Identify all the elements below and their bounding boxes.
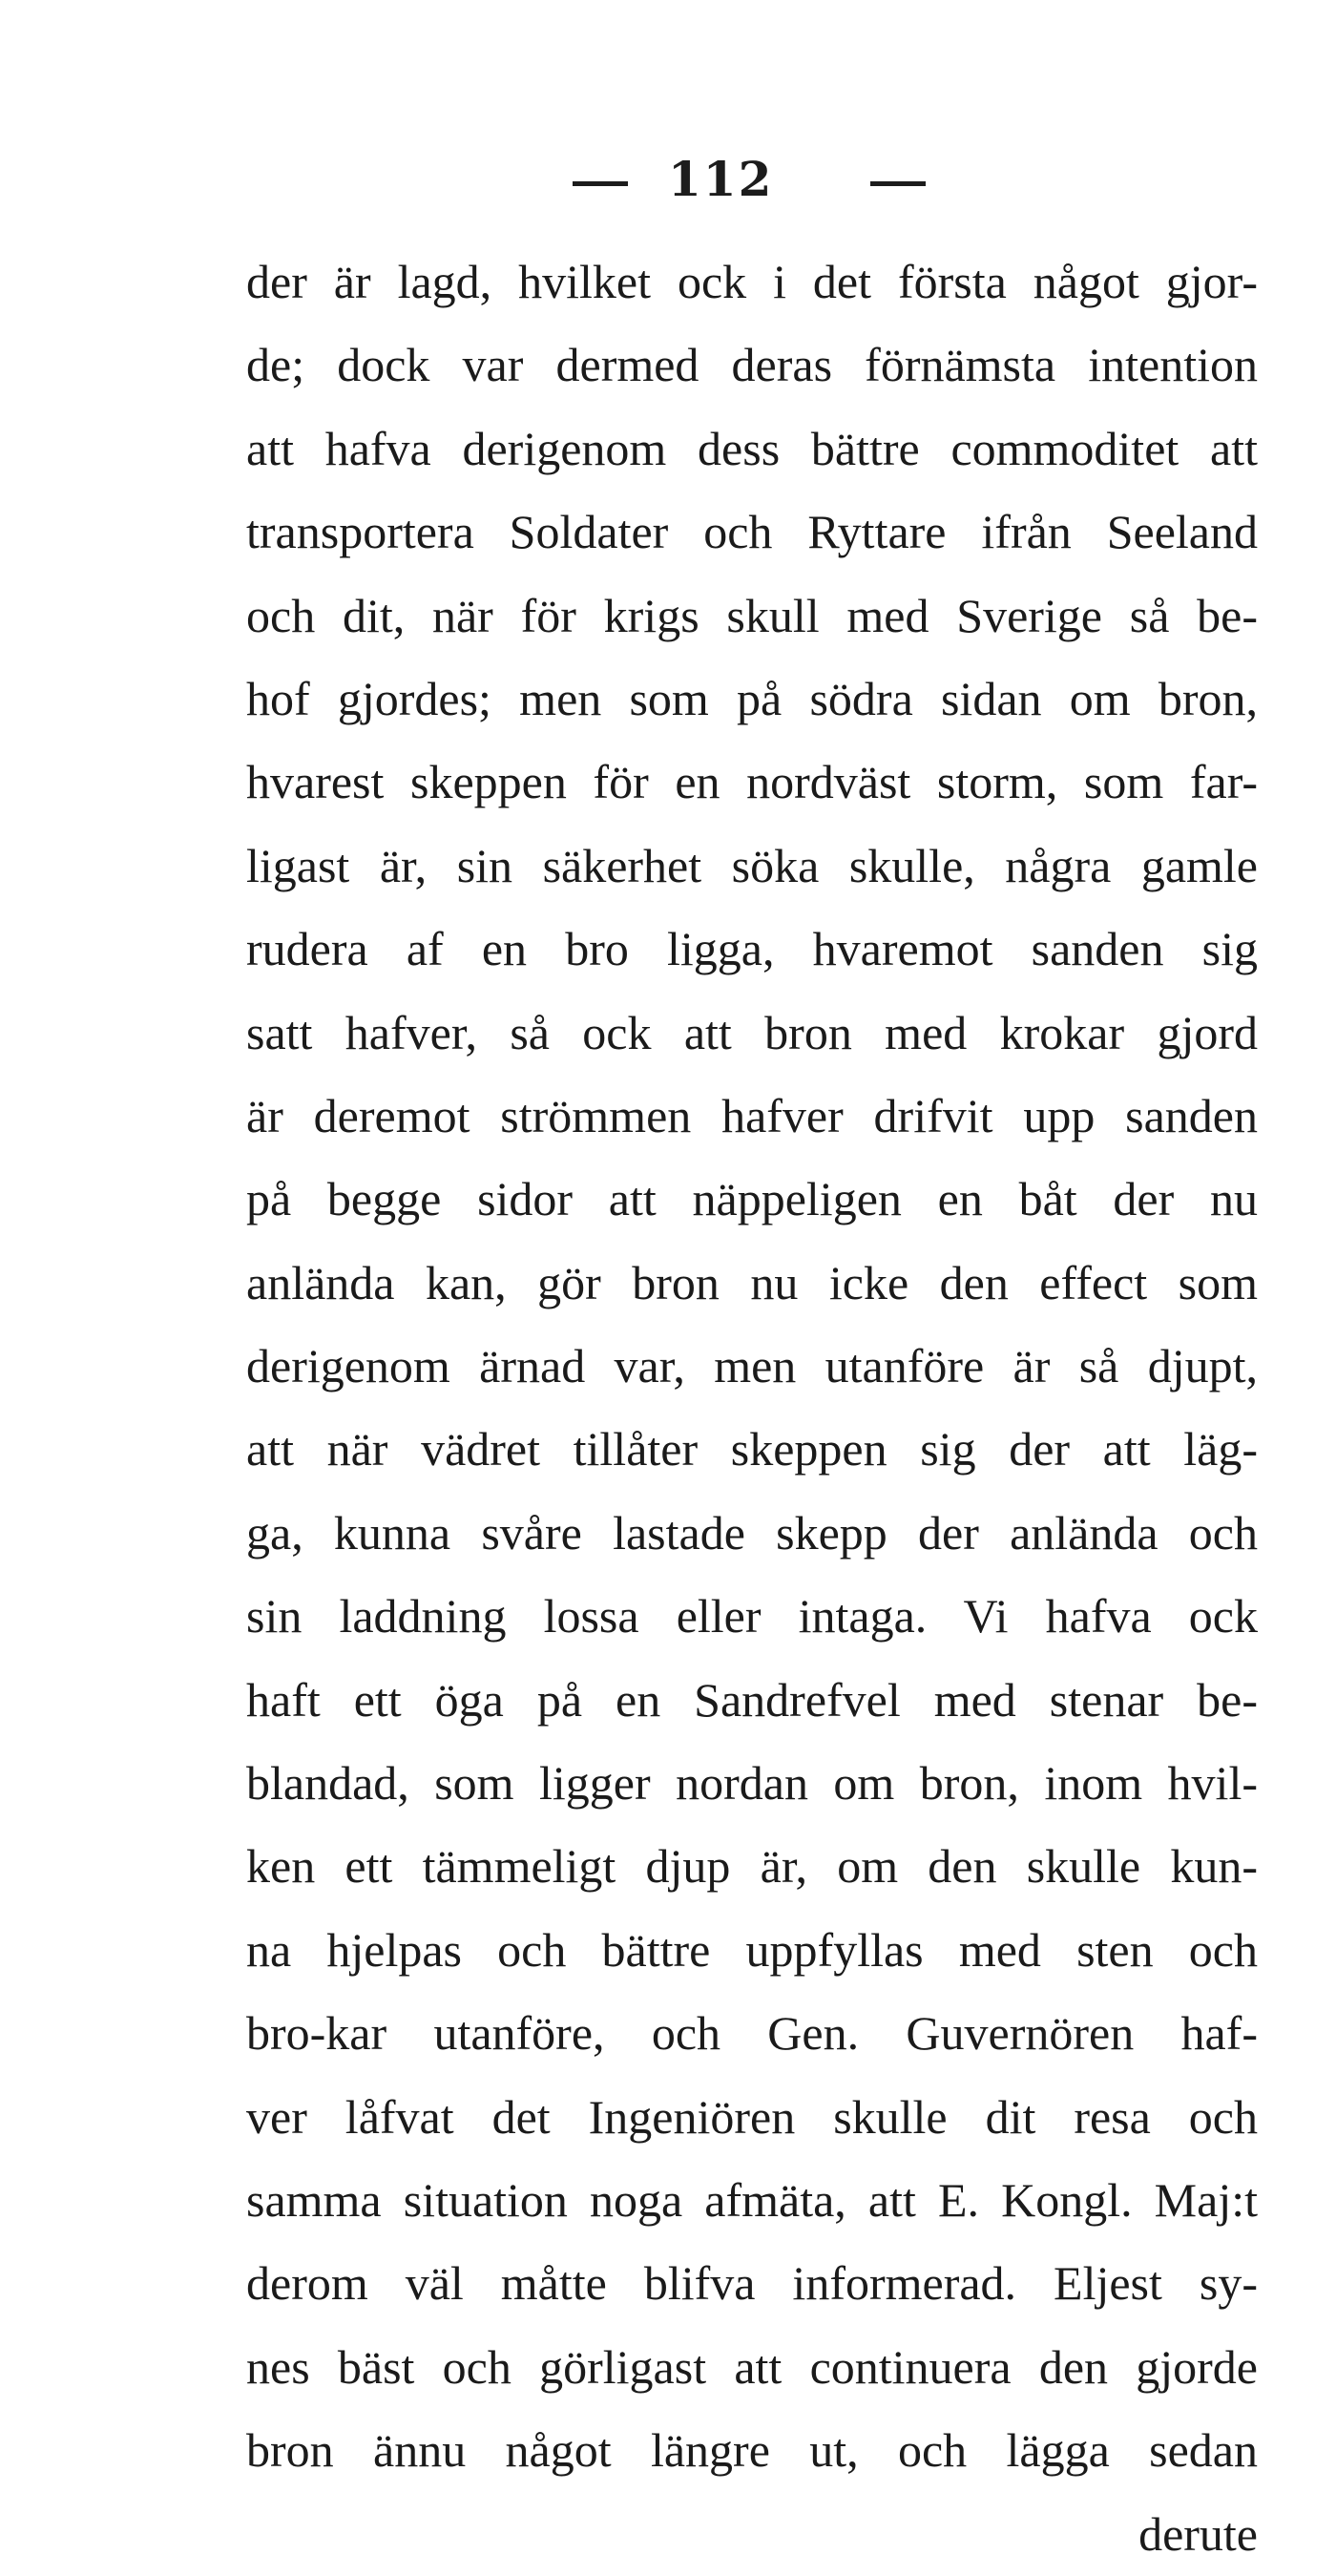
- text-line: hvarest skeppen för en nordväst storm, som far-: [246, 755, 1258, 809]
- text-line: är deremot strömmen hafver drifvit upp sanden: [246, 1088, 1258, 1142]
- text-line: hof gjordes; men som på södra sidan om bron,: [246, 671, 1258, 725]
- text-line: att hafva derigenom dess bättre commoditet att: [246, 421, 1258, 475]
- text-line: sin laddning lossa eller intaga. Vi hafva ock: [246, 1589, 1258, 1644]
- text-line: på begge sidor att näppeligen en båt der nu: [246, 1172, 1258, 1226]
- text-line: der är lagd, hvilket ock i det första något gjor-: [246, 255, 1258, 308]
- text-line: de; dock var dermed deras förnämsta intention: [246, 338, 1258, 392]
- page-header: [0, 143, 1336, 220]
- body-text: [246, 241, 1258, 2576]
- text-line: ken ett tämmeligt djup är, om den skulle kun-: [246, 1839, 1258, 1894]
- text-line: haft ett öga på en Sandrefvel med stenar be-: [246, 1672, 1258, 1727]
- text-line: och dit, när för krigs skull med Sverige så be-: [246, 588, 1258, 642]
- text-line: bro-kar utanföre, och Gen. Guvernören haf-: [246, 2006, 1258, 2061]
- header-dash-right: [870, 181, 926, 186]
- text-line: samma situation noga afmäta, att E. Kongl. Maj:t: [246, 2172, 1258, 2227]
- text-line: bron ännu något längre ut, och lägga sedan: [246, 2423, 1258, 2478]
- text-line: transportera Soldater och Ryttare ifrån Seeland: [246, 505, 1258, 559]
- text-line: derigenom ärnad var, men utanföre är så djupt,: [246, 1339, 1258, 1393]
- text-line: satt hafver, så ock att bron med krokar gjord: [246, 1005, 1258, 1059]
- text-line: anlända kan, gör bron nu icke den effect som: [246, 1255, 1258, 1309]
- text-line: ga, kunna svåre lastade skepp der anlända och: [246, 1505, 1258, 1560]
- text-line: blandad, som ligger nordan om bron, inom hvil-: [246, 1756, 1258, 1811]
- text-line: na hjelpas och bättre uppfyllas med sten och: [246, 1922, 1258, 1977]
- text-line: ligast är, sin säkerhet söka skulle, några gamle: [246, 838, 1258, 892]
- catchword: derute: [1138, 2506, 1258, 2561]
- header-dash-left: [573, 181, 628, 186]
- text-line: nes bäst och görligast att continuera den gjorde: [246, 2339, 1258, 2394]
- text-line: rudera af en bro ligga, hvaremot sanden sig: [246, 922, 1258, 976]
- text-line: att när vädret tillåter skeppen sig der att läg-: [246, 1422, 1258, 1476]
- page-number: 112: [668, 151, 774, 207]
- text-line: derom väl måtte blifva informerad. Eljest sy-: [246, 2256, 1258, 2311]
- text-line: ver låfvat det Ingeniören skulle dit resa och: [246, 2089, 1258, 2144]
